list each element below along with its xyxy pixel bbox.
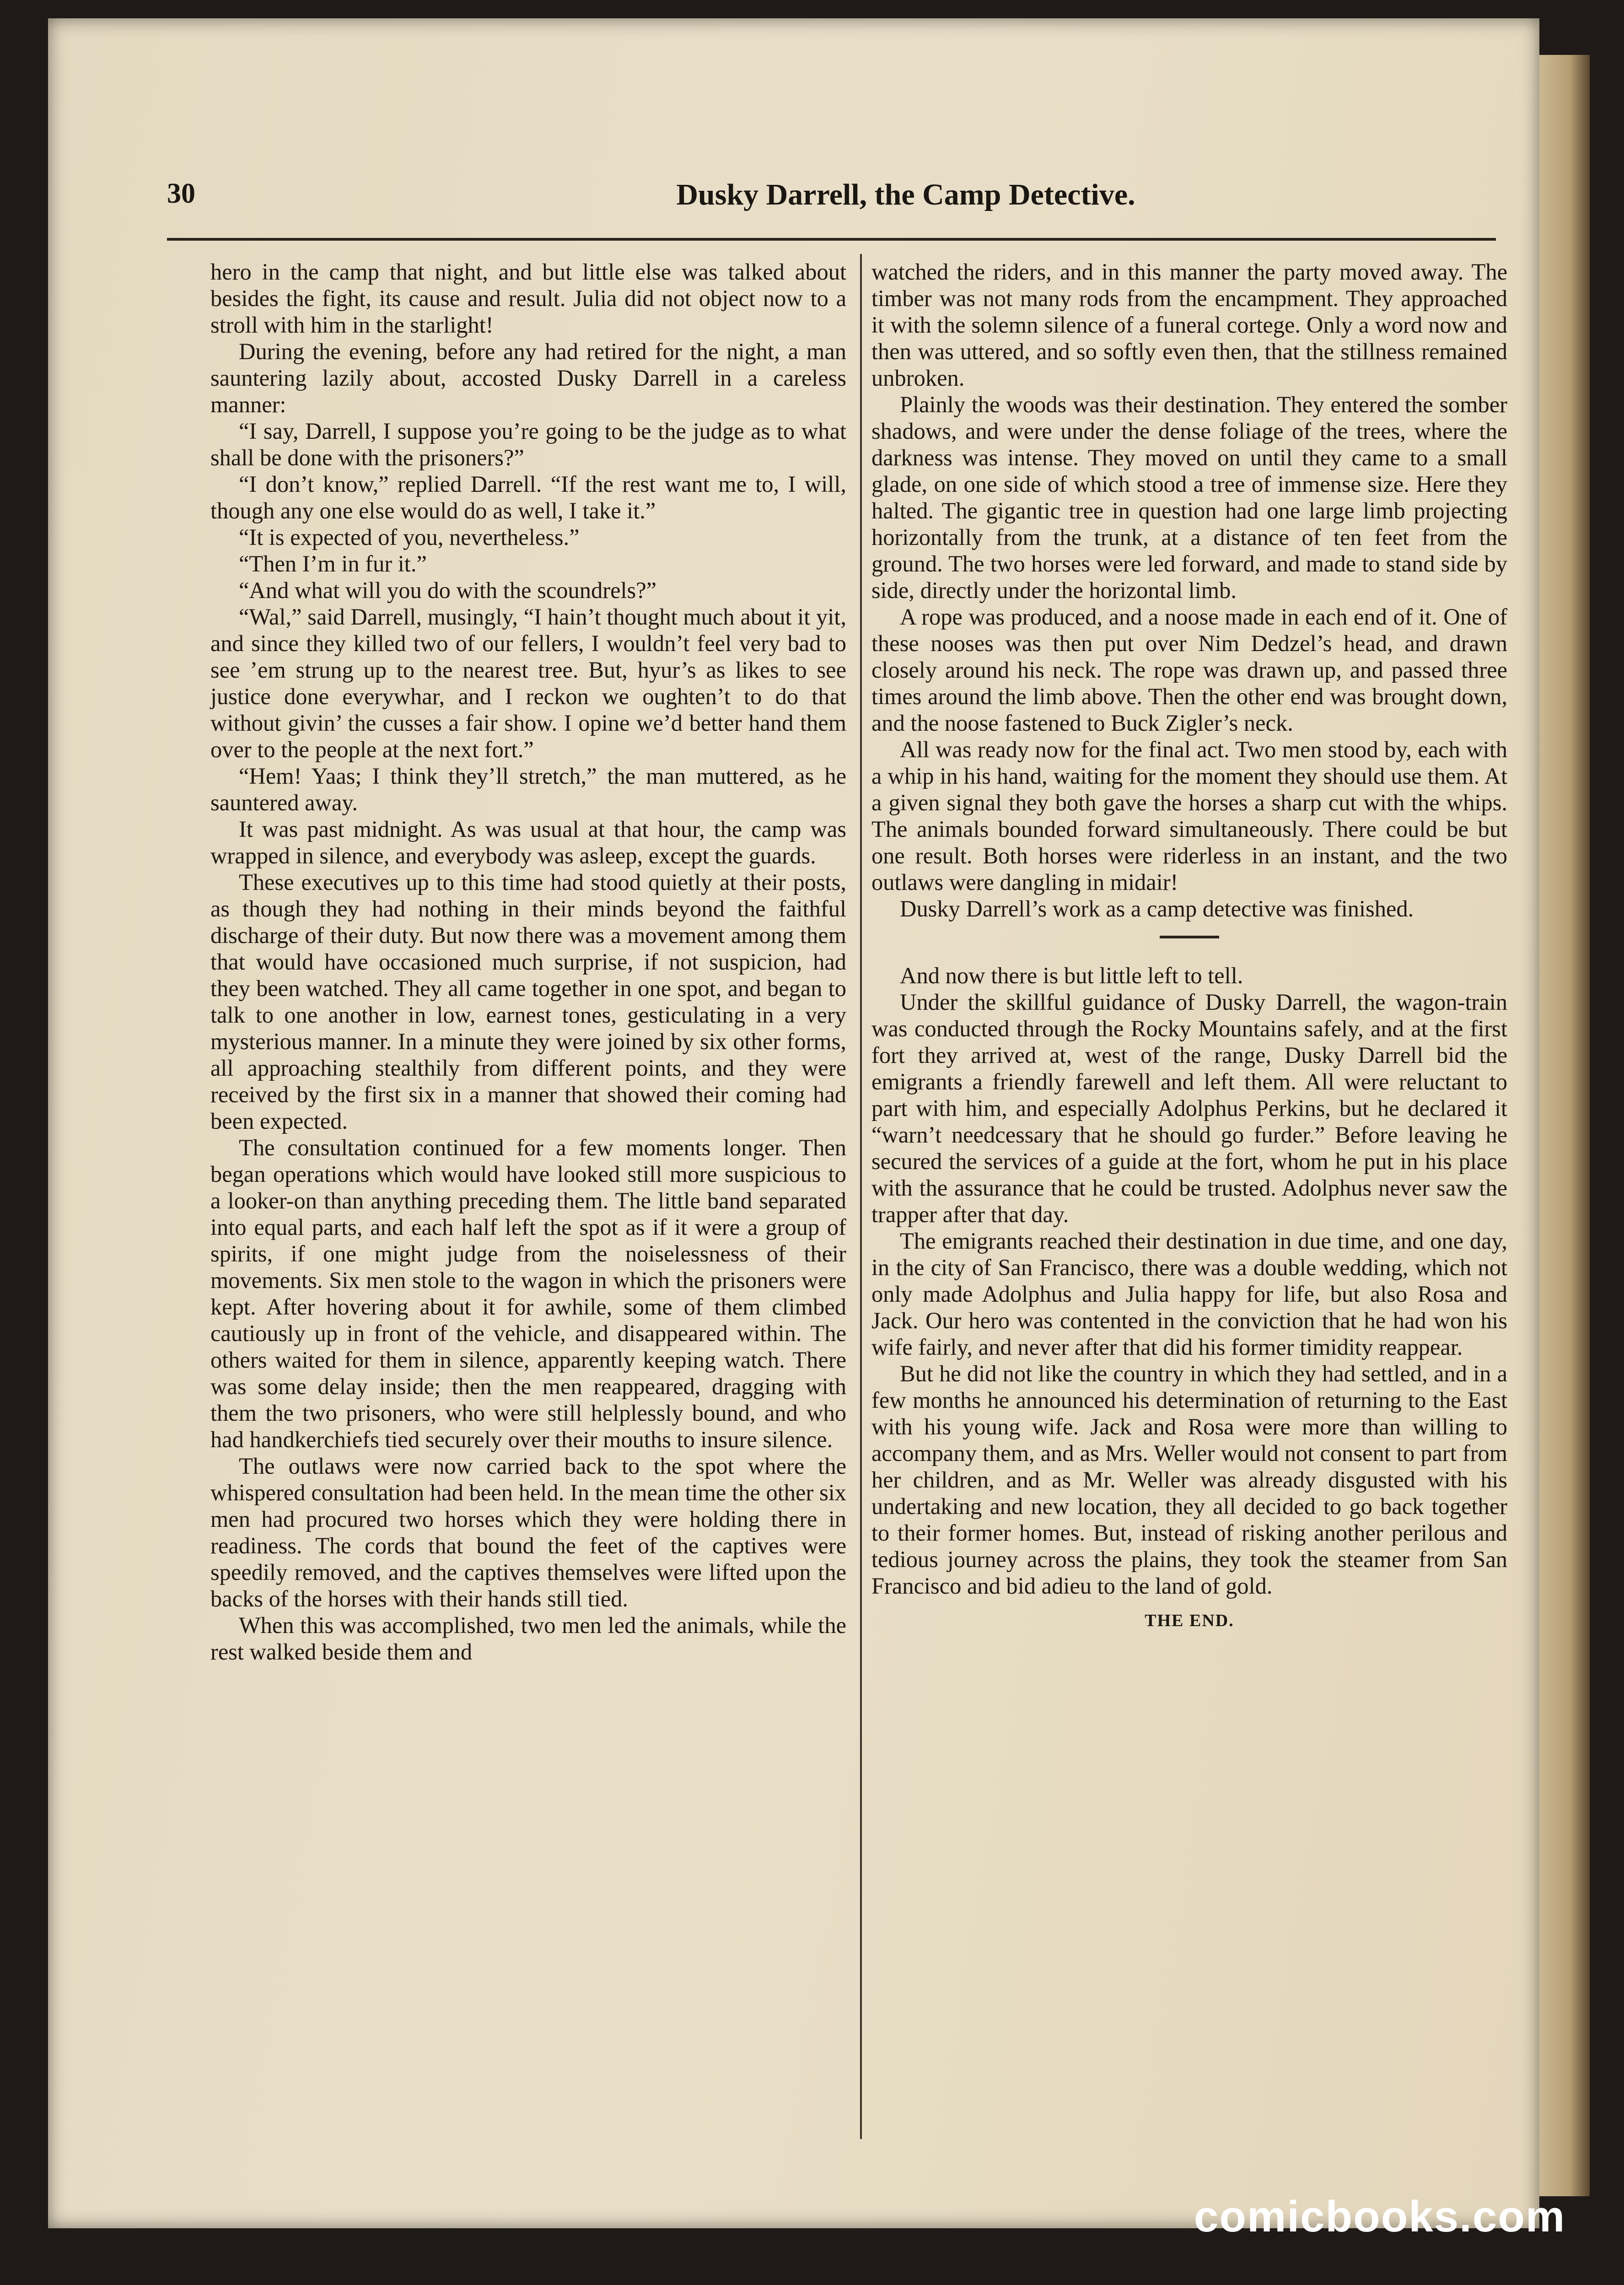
page-number: 30 (167, 178, 195, 209)
paragraph: “I say, Darrell, I suppose you’re going to be the judge as to what shall be done with the prisoners?” (210, 418, 846, 470)
paragraph: hero in the camp that night, and but little else was talked about besides the fight, its cause and result. Julia did not object now to a stroll with him in the starlight! (210, 259, 846, 338)
paragraph: “It is expected of you, nevertheless.” (239, 524, 580, 550)
paragraph: watched the riders, and in this manner the party moved away. The timber was not many rods from the encampment. They approached it with the solemn silence of a funeral cortege. Only a word now and then was uttered, and so softly even then, that the stillness remained unbroken. (871, 259, 1507, 391)
paragraph: “Then I’m in fur it.” (239, 551, 427, 577)
paragraph: But he did not like the country in which they had settled, and in a few months he announced his determination of returning to the East with his young wife. Jack and Rosa were more than willing to accompany them, and as Mrs. Weller would not consent to part from her children, and as Mr. Weller was already disgusted with his undertaking and new location, they all decided to go back together to their former homes. But, instead of risking another perilous and tedious journey across the plains, they took the steamer from San Francisco and bid adieu to the land of gold. (871, 1361, 1507, 1599)
paragraph: The emigrants reached their destination in due time, and one day, in the city of San Francisco, there was a double wedding, which not only made Adolphus and Julia happy for life, but also Rosa and Jack. Our hero was contented in the conviction that he had won his wife fairly, and never after that did his former timidity reappear. (871, 1228, 1507, 1360)
paragraph: Dusky Darrell’s work as a camp detective was finished. (900, 896, 1414, 922)
paragraph: “Hem! Yaas; I think they’ll stretch,” the man muttered, as he sauntered away. (210, 763, 846, 815)
paragraph: The consultation continued for a few moments longer. Then began operations which would have looked still more suspicious to a looker-on than anything preceding them. The little band separated into equal parts, and each half left the spot as if it were a group of spirits, if one might judge from the noiselessness of their movements. Six men stole to the wagon in which the prisoners were kept. After hovering about it for awhile, some of them climbed cautiously up in front of the vehicle, and disappeared within. The others waited for them in silence, apparently keeping watch. There was some delay inside; then the men reappeared, dragging with them the two prisoners, who were still helplessly bound, and who had handkerchiefs tied securely over their mouths to insure silence. (210, 1135, 846, 1452)
paragraph: All was ready now for the final act. Two men stood by, each with a whip in his hand, waiting for the moment they should use them. At a given signal they both gave the horses a sharp cut with the whips. The animals bounded forward simultaneously. There could be but one result. Both horses were riderless in an instant, and the two outlaws were dangling in midair! (871, 737, 1507, 895)
page-edge (1539, 55, 1590, 2196)
text-column-right (871, 259, 1507, 1634)
paragraph: And now there is but little left to tell. (900, 963, 1243, 988)
paragraph: These executives up to this time had stood quietly at their posts, as though they had nothing in their minds beyond the faithful discharge of their duty. But now there was a movement among them that would have occasioned much surprise, if not suspicion, had they been watched. They all came together in one spot, and began to talk to one another in low, earnest tones, gesticulating in a very mysterious manner. In a minute they were joined by six other forms, all approaching stealthily from different points, and they were received by the first six in a manner that showed their coming had been expected. (210, 869, 846, 1134)
paragraph: The outlaws were now carried back to the spot where the whispered consultation had been held. In the mean time the other six men had procured two horses which they were holding there in readiness. The cords that bound the feet of the captives were speedily removed, and the captives themselves were lifted upon the backs of the horses with their hands still tied. (210, 1453, 846, 1611)
paragraph: Plainly the woods was their destination. They entered the somber shadows, and were under the dense foliage of the trees, where the darkness was intense. They moved on until they came to a small glade, on one side of which stood a tree of immense size. Here they halted. The gigantic tree in question had one large limb projecting horizontally from the trunk, at a distance of ten feet from the ground. The two horses were led forward, and made to stand side by side, directly under the horizontal limb. (871, 392, 1507, 603)
running-head-title: Dusky Darrell, the Camp Detective. (676, 178, 1135, 211)
paragraph: It was past midnight. As was usual at that hour, the camp was wrapped in silence, and everybody was asleep, except the guards. (210, 816, 846, 868)
paragraph: “And what will you do with the scoundrels?” (239, 577, 657, 603)
paragraph: Under the skillful guidance of Dusky Darrell, the wagon-train was conducted through the Rocky Mountains safely, and at the first fort they arrived at, west of the range, Dusky Darrell bid the emigrants a friendly farewell and left them. All were reluctant to part with him, and especially Adolphus Perkins, but he declared it “warn’t needcessary that he should go furder.” Before leaving he secured the services of a guide at the fort, whom he put in his place with the assurance that he could be trusted. Adolphus never saw the trapper after that day. (871, 989, 1507, 1227)
header-rule (167, 238, 1496, 241)
paragraph: During the evening, before any had retired for the night, a man sauntering lazily about, accosted Dusky Darrell in a careless manner: (210, 339, 846, 417)
paragraph: “Wal,” said Darrell, musingly, “I hain’t thought much about it yit, and since they killed two of our fellers, I wouldn’t feel very bad to see ’em strung up to the nearest tree. But, hyur’s as likes to see justice done everywhar, and I reckon we oughten’t to do that without givin’ the cusses a fair show. I opine we’d better hand them over to the people at the next fort.” (210, 604, 846, 762)
column-rule (860, 254, 862, 2139)
the-end-mark: THE END. (1145, 1611, 1234, 1630)
watermark: comicbooks.com (1194, 2192, 1566, 2241)
paragraph: A rope was produced, and a noose made in each end of it. One of these nooses was then put over Nim Dedzel’s head, and drawn closely around his neck. The rope was drawn up, and passed three times around the limb above. Then the other end was brought down, and the noose fastened to Buck Zigler’s neck. (871, 604, 1507, 736)
paragraph: When this was accomplished, two men led the animals, while the rest walked beside them and (210, 1612, 846, 1665)
text-column-left (210, 259, 846, 1665)
paragraph: “I don’t know,” replied Darrell. “If the rest want me to, I will, though any one else would do as well, I take it.” (210, 471, 846, 523)
section-break-rule (1160, 936, 1219, 938)
